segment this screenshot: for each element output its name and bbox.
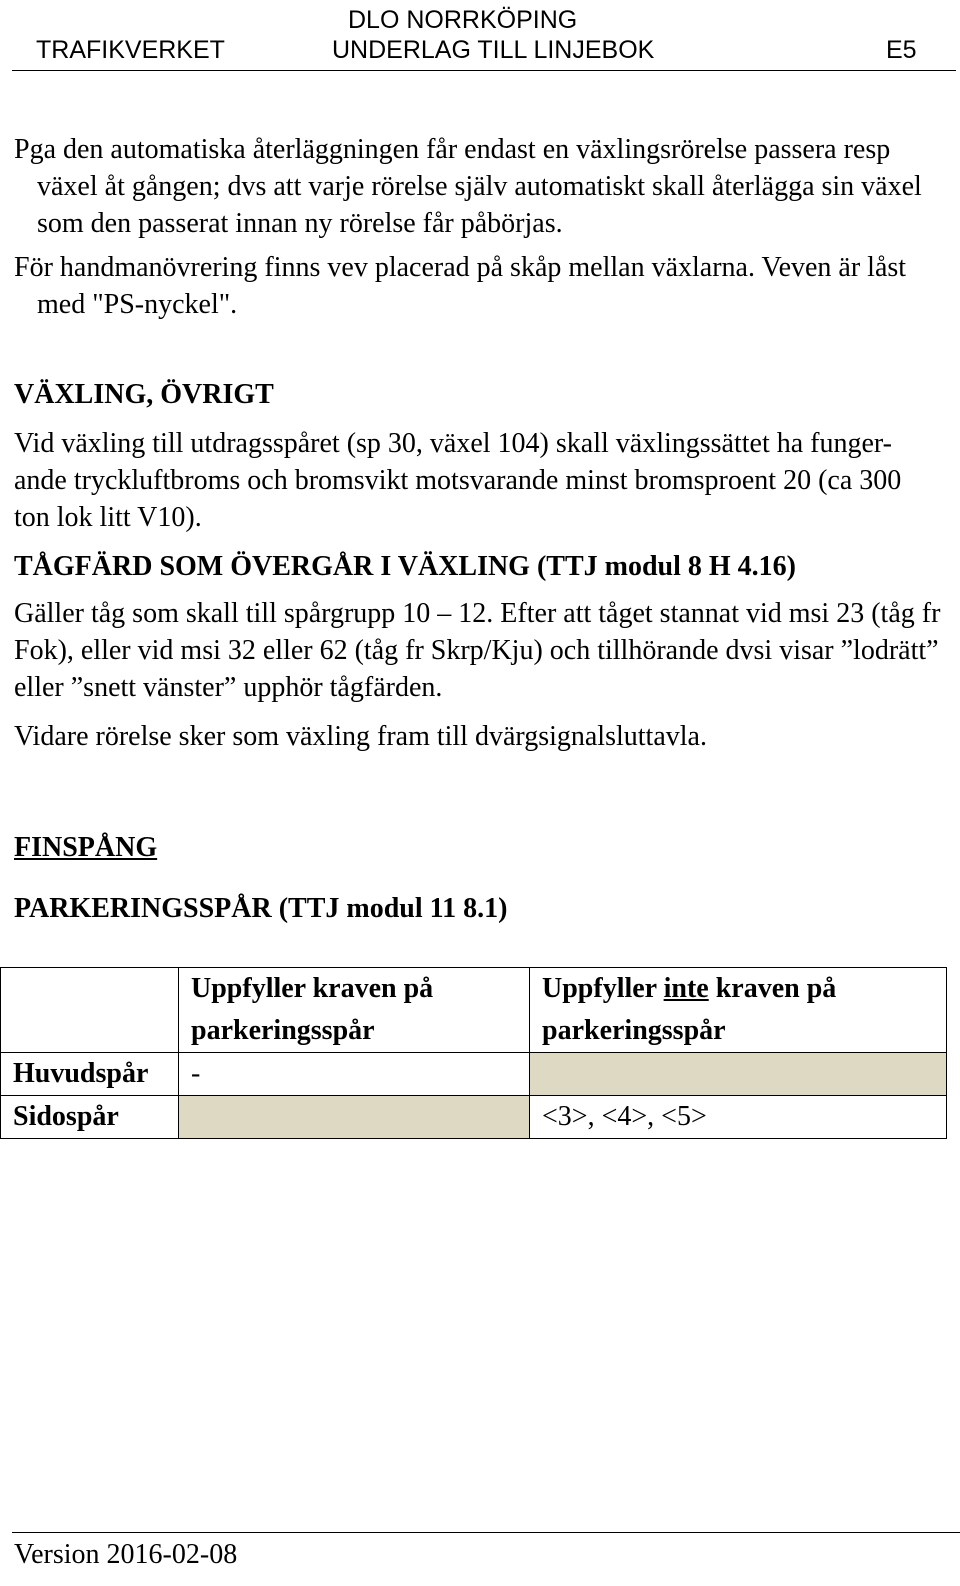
paragraph-manual-operation: För handmanövrering finns vev placerad på skåp mellan växlarna. Veven är låst med "PS-nyckel". xyxy=(14,252,907,320)
table-header-row xyxy=(1,968,947,1053)
heading-finspang: FINSPÅNG xyxy=(14,832,158,863)
header-office: DLO NORRKÖPING xyxy=(348,6,578,34)
page-header xyxy=(0,0,960,72)
heading-vaxling-ovrigt: VÄXLING, ÖVRIGT xyxy=(14,379,274,410)
table-corner-cell xyxy=(1,968,179,1053)
footer-version: Version 2016-02-08 xyxy=(14,1539,238,1570)
header-rule xyxy=(12,70,956,71)
paragraph-tagfard: Gäller tåg som skall till spårgrupp 10 – 12. Efter att tåget stannat vid msi 23 (tåg fr Fok), eller vid msi 32 eller 62 (tåg fr Skrp/Kju) och tillhörande dvsi visar ”lodrätt” eller ”snett vänster” upphör tågfärden. xyxy=(14,598,941,703)
table-row xyxy=(1,1096,947,1139)
heading-parkeringsspar: PARKERINGSSPÅR (TTJ modul 11 8.1) xyxy=(14,893,508,924)
table-header-meets-requirements: Uppfyller kraven på parkeringsspår xyxy=(179,968,530,1053)
intro-block xyxy=(14,131,944,323)
table-cell-shaded xyxy=(179,1096,530,1139)
paragraph-vidare-rorelse: Vidare rörelse sker som växling fram till dvärgsignalsluttavla. xyxy=(14,721,707,752)
parking-track-table xyxy=(0,967,947,1139)
table-cell-shaded xyxy=(530,1053,947,1096)
table-row-label: Sidospår xyxy=(1,1096,179,1139)
section-tagfard xyxy=(14,548,944,755)
paragraph-vaxling: Vid växling till utdragsspåret (sp 30, växel 104) skall växlingssättet ha funger-ande tryckluftbroms och bromsvikt motsvarande minst bromsproent 20 (ca 300 ton lok litt V10). xyxy=(14,428,902,533)
table-cell: - xyxy=(179,1053,530,1096)
table-row-label: Huvudspår xyxy=(1,1053,179,1096)
table-cell: <3>, <4>, <5> xyxy=(530,1096,947,1139)
table-row xyxy=(1,1053,947,1096)
footer-rule xyxy=(12,1532,960,1533)
header-text-post: kraven på parkeringsspår xyxy=(542,973,837,1046)
header-document-title: UNDERLAG TILL LINJEBOK xyxy=(332,36,655,64)
header-text-emphasis: inte xyxy=(663,973,709,1004)
heading-tagfard: TÅGFÄRD SOM ÖVERGÅR I VÄXLING (TTJ modul 8 H 4.16) xyxy=(14,551,796,582)
header-organization: TRAFIKVERKET xyxy=(36,36,225,64)
header-text-pre: Uppfyller xyxy=(542,973,664,1004)
header-section-code: E5 xyxy=(886,36,917,64)
section-finspang xyxy=(14,829,944,927)
table-header-does-not-meet xyxy=(530,968,947,1053)
section-vaxling xyxy=(14,376,944,536)
paragraph-automatic-reset: Pga den automatiska återläggningen får endast en växlingsrörelse passera resp växel åt gången; dvs att varje rörelse själv automatiskt skall återlägga sin växel som den passerat innan ny rörelse får påbörjas. xyxy=(14,134,922,239)
